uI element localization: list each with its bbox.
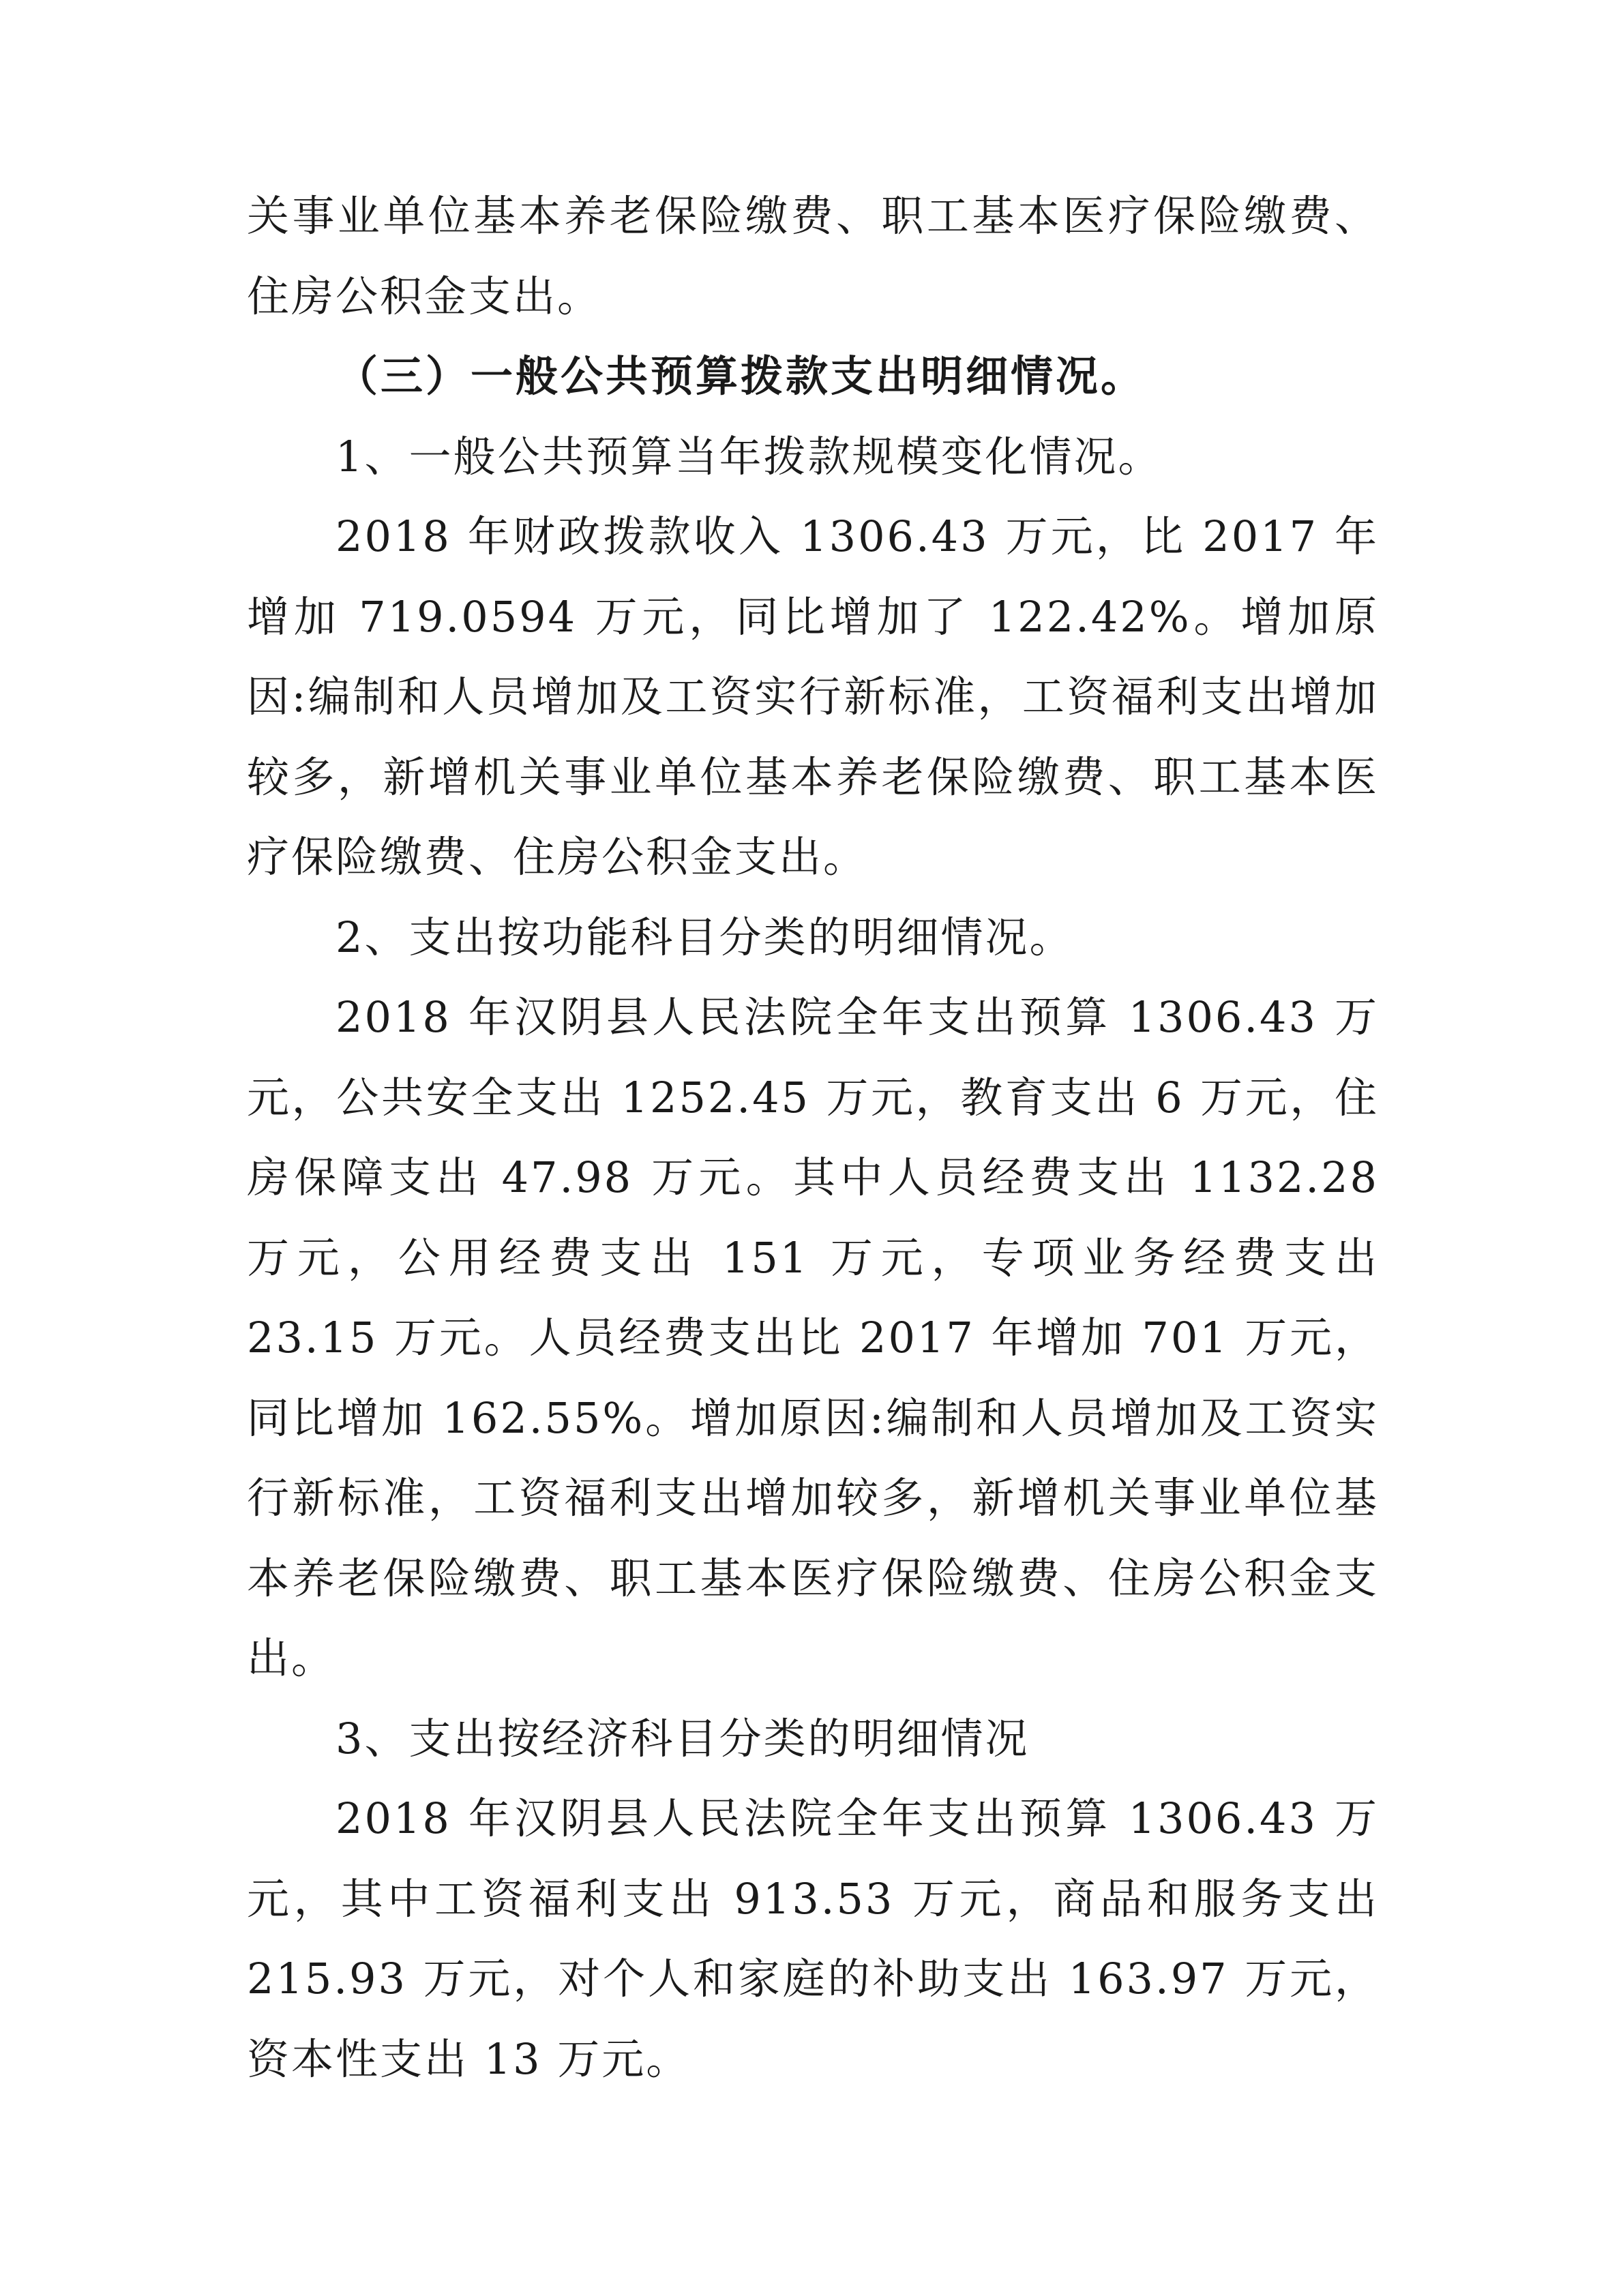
subsection-title-1: 1、一般公共预算当年拨款规模变化情况。 — [336, 431, 1163, 481]
paragraph-functional-expenditure: 2018 年汉阴县人民法院全年支出预算 1306.43 万元，公共安全支出 1252.45 万元，教育支出 6 万元，住房保障支出 47.98 万元。其中人员经费支出 1132.28 万元，公用经费支出 151 万元，专项业务经费支出 23.15 万元。人员经费支出比 2017 年增加 701 万元，同比增加 162.55%。增加原因:编制和人员增加及工资实行新标准，工资福利支出增加较多，新增机关事业单位基本养老保险缴费、职工基本医疗保险缴费、住房公积金支出。 — [247, 992, 1379, 1683]
paragraph-continued: 关事业单位基本养老保险缴费、职工基本医疗保险缴费、住房公积金支出。 — [247, 191, 1379, 321]
paragraph-economic-expenditure: 2018 年汉阴县人民法院全年支出预算 1306.43 万元，其中工资福利支出 913.53 万元，商品和服务支出 215.93 万元，对个人和家庭的补助支出 163.97 万元，资本性支出 13 万元。 — [247, 1793, 1379, 2084]
subsection-title-3: 3、支出按经济科目分类的明细情况 — [336, 1713, 1030, 1763]
document-body — [247, 176, 1379, 2099]
paragraph-funding-change: 2018 年财政拨款收入 1306.43 万元，比 2017 年增加 719.0594 万元，同比增加了 122.42%。增加原因:编制和人员增加及工资实行新标准，工资福利支出增加较多，新增机关事业单位基本养老保险缴费、职工基本医疗保险缴费、住房公积金支出。 — [247, 511, 1379, 882]
section-heading: （三）一般公共预算拨款支出明细情况。 — [336, 351, 1146, 401]
subsection-title-2: 2、支出按功能科目分类的明细情况。 — [336, 912, 1074, 962]
